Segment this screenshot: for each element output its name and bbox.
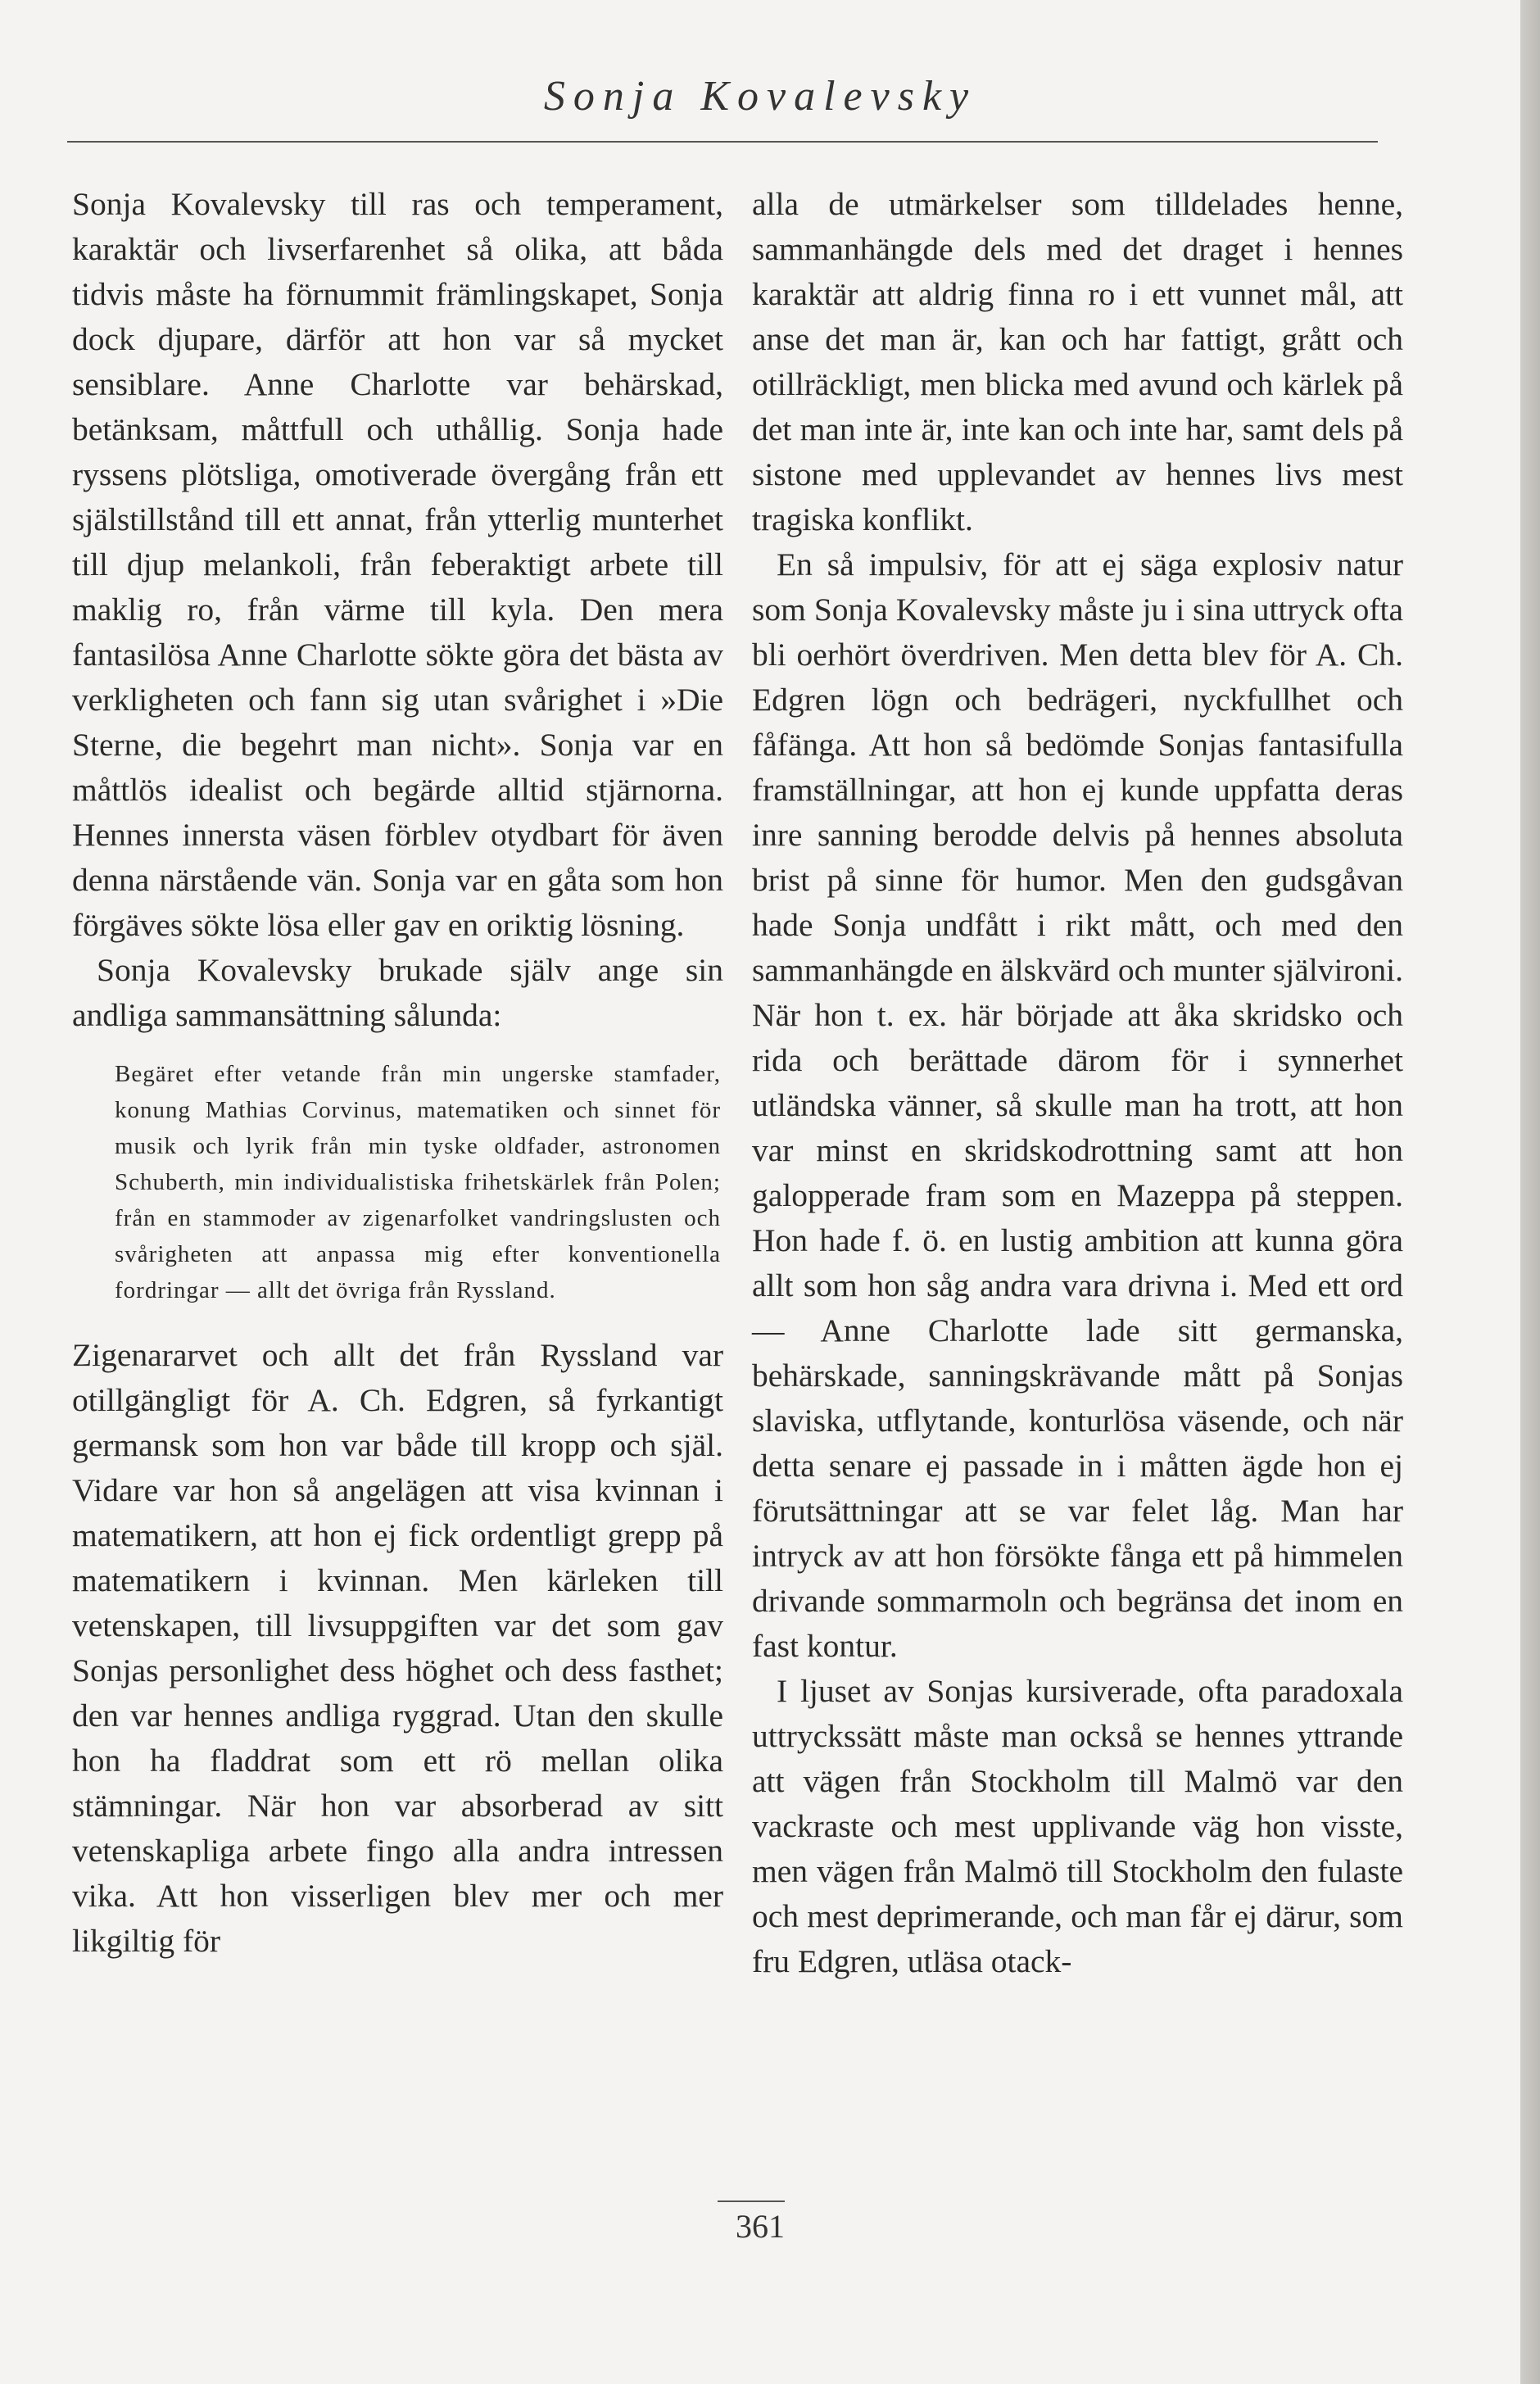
page-number: 361 [736, 2208, 785, 2245]
running-title: Sonja Kovalevsky [543, 73, 977, 120]
footer-rule [718, 2200, 785, 2202]
left-paragraph-2: Sonja Kovalevsky brukade själv ange sin andliga sammansättning sålunda: [72, 952, 723, 1033]
left-column [72, 182, 723, 1964]
header-rule [67, 141, 1378, 143]
block-quote: Begäret efter vetande från min ungerske stamfader, konung Mathias Corvinus, matematiken och sinnet för musik och lyrik från min tyske oldfader, astronomen Schuberth, min individualistiska frihetskärlek från Polen; från en stammoder av zigenarfolket vandringslusten och svårigheten att anpassa mig efter konventionella fordringar — allt det övriga från Ryssland. [115, 1061, 721, 1303]
right-column [752, 182, 1403, 1984]
left-paragraph-3: Zigenararvet och allt det från Ryssland var otillgängligt för A. Ch. Edgren, så fyrkantigt germansk som hon var både till kropp och själ. Vidare var hon så angelägen att visa kvinnan i matematikern, att hon ej fick ordentligt grepp på matematikern i kvinnan. Men kärleken till vetenskapen, till livsuppgiften var det som gav Sonjas personlighet dess höghet och dess fasthet; den var hennes andliga ryggrad. Utan den skulle hon ha fladdrat som ett rö mellan olika stämningar. När hon var absorberad av sitt vetenskapliga arbete fingo alla andra intressen vika. Att hon visserligen blev mer och mer likgiltig för [72, 1337, 723, 1959]
page-edge [1520, 0, 1540, 2384]
right-paragraph-3: I ljuset av Sonjas kursiverade, ofta paradoxala uttryckssätt måste man också se hennes yttrande att vägen från Stockholm till Malmö var den vackraste och mest upplivande väg hon visste, men vägen från Malmö till Stockholm den fulaste och mest deprimerande, och man får ej därur, som fru Edgren, utläsa otack- [752, 1673, 1403, 1979]
left-paragraph-1: Sonja Kovalevsky till ras och temperament, karaktär och livserfarenhet så olika, att båda tidvis måste ha förnummit främlingskapet, Sonja dock djupare, därför att hon var så mycket sensiblare. Anne Charlotte var behärskad, betänksam, måttfull och uthållig. Sonja hade ryssens plötsliga, omotiverade övergång från ett själstillstånd till ett annat, från ytterlig munterhet till djup melankoli, från feberaktigt arbete till maklig ro, från värme till kyla. Den mera fantasilösa Anne Charlotte sökte göra det bästa av verkligheten och fann sig utan svårighet i »Die Sterne, die begehrt man nicht». Sonja var en måttlös idealist och begärde alltid stjärnorna. Hennes innersta väsen förblev otydbart för även denna närstående vän. Sonja var en gåta som hon förgäves sökte lösa eller gav en oriktig lösning. [72, 186, 723, 943]
right-paragraph-1: alla de utmärkelser som tilldelades henne, sammanhängde dels med det draget i hennes karaktär att aldrig finna ro i ett vunnet mål, att anse det man är, kan och har fattigt, grått och otillräckligt, men blicka med avund och kärlek på det man inte är, inte kan och inte har, samt dels på sistone med upplevandet av hennes livs mest tragiska konflikt. [752, 186, 1403, 537]
right-paragraph-2: En så impulsiv, för att ej säga explosiv natur som Sonja Kovalevsky måste ju i sina uttryck ofta bli oerhört överdriven. Men detta blev för A. Ch. Edgren lögn och bedrägeri, nyckfullhet och fåfänga. Att hon så bedömde Sonjas fantasifulla framställningar, att hon ej kunde uppfatta deras inre sanning berodde delvis på hennes absoluta brist på sinne för humor. Men den gudsgåvan hade Sonja undfått i rikt mått, och med den sammanhängde en älskvärd och munter självironi. När hon t. ex. här började att åka skridsko och rida och berättade därom för i synnerhet utländska vänner, så skulle man ha trott, att hon var minst en skridskodrottning samt att hon galopperade fram som en Mazeppa på steppen. Hon hade f. ö. en lustig ambition att kunna göra allt som hon såg andra vara drivna i. Med ett ord — Anne Charlotte lade sitt germanska, behärskade, sanningskrävande mått på Sonjas slaviska, utflytande, konturlösa väsende, och när detta senare ej passade in i måtten ägde hon ej förutsättningar att se var felet låg. Man har intryck av att hon försökte fånga ett på himmelen drivande sommarmoln och begränsa det inom en fast kontur. [752, 546, 1403, 1664]
